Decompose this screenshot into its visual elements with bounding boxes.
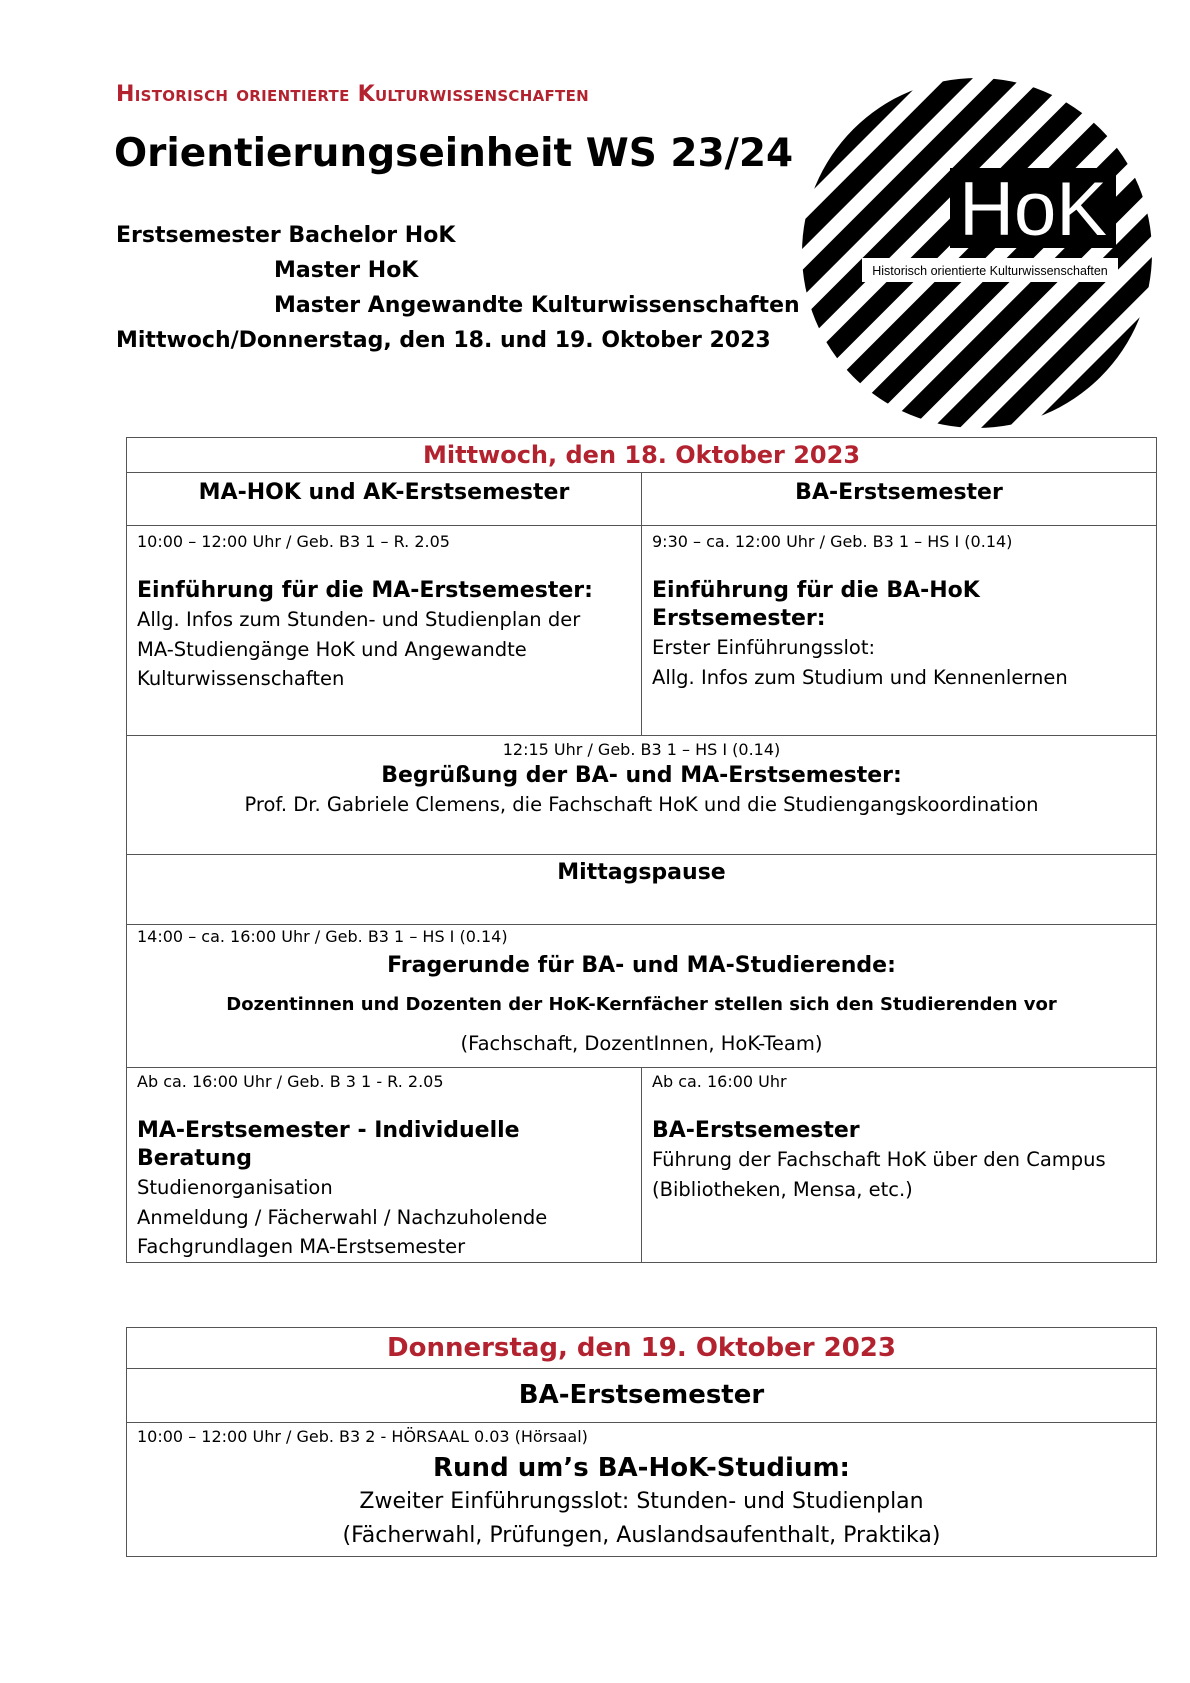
- column-header-ma: MA-HOK und AK-Erstsemester: [127, 473, 642, 526]
- page-title: Orientierungseinheit WS 23/24: [114, 131, 794, 176]
- striped-circle-icon: [802, 78, 1152, 428]
- audience-master-ak: Master Angewandte Kulturwissenschaften: [274, 293, 800, 318]
- thursday-session-cell: [127, 1423, 1157, 1557]
- audience-bachelor: Erstsemester Bachelor HoK: [116, 223, 456, 248]
- logo-mark: HoK: [959, 167, 1107, 252]
- column-header-ba: BA-Erstsemester: [642, 473, 1157, 526]
- ma-consulting-heading: MA-Erstsemester - Individuelle Beratung: [137, 1118, 520, 1171]
- lunch-break: Mittagspause: [127, 855, 1157, 925]
- greeting-cell: [127, 736, 1157, 855]
- ba-tour-heading: BA-Erstsemester: [652, 1118, 860, 1143]
- ba-intro-text: Erster Einführungsslot: Allg. Infos zum Studium und Kennenlernen: [652, 636, 1068, 689]
- ba-tour-text: Führung der Fachschaft HoK über den Campus (Bibliotheken, Mensa, etc.): [652, 1148, 1106, 1201]
- department-kicker: Historisch orientierte Kulturwissenschaften: [116, 82, 589, 107]
- qa-time: 14:00 – ca. 16:00 Uhr / Geb. B3 1 – HS I (0.14): [137, 927, 508, 946]
- greeting-time: 12:15 Uhr / Geb. B3 1 – HS I (0.14): [502, 740, 781, 759]
- qa-note: (Fachschaft, DozentInnen, HoK-Team): [460, 1032, 823, 1055]
- thursday-time: 10:00 – 12:00 Uhr / Geb. B3 2 - HÖRSAAL 0.03 (Hörsaal): [137, 1427, 588, 1446]
- ma-consulting-time: Ab ca. 16:00 Uhr / Geb. B 3 1 - R. 2.05: [137, 1072, 444, 1091]
- ma-consulting-cell: [127, 1068, 642, 1263]
- date-line: Mittwoch/Donnerstag, den 18. und 19. Oktober 2023: [116, 328, 771, 353]
- ma-intro-text: Allg. Infos zum Stunden- und Studienplan der MA-Studiengänge HoK und Angewandte Kulturwissenschaften: [137, 608, 581, 690]
- wednesday-schedule: [126, 437, 1157, 1263]
- greeting-heading: Begrüßung der BA- und MA-Erstsemester:: [381, 763, 902, 788]
- logo-caption: Historisch orientierte Kulturwissenschaften: [872, 264, 1108, 278]
- day-header-wednesday: Mittwoch, den 18. Oktober 2023: [127, 438, 1157, 473]
- qa-heading: Fragerunde für BA- und MA-Studierende:: [387, 953, 896, 978]
- audience-master-hok: Master HoK: [274, 258, 419, 283]
- hok-logo: [802, 78, 1152, 428]
- ba-intro-time: 9:30 – ca. 12:00 Uhr / Geb. B3 1 – HS I (0.14): [652, 532, 1013, 551]
- day-header-thursday: Donnerstag, den 19. Oktober 2023: [127, 1328, 1157, 1369]
- ma-consulting-text: Studienorganisation Anmeldung / Fächerwahl / Nachzuholende Fachgrundlagen MA-Erstsemester: [137, 1176, 548, 1258]
- thursday-text: Zweiter Einführungsslot: Stunden- und Studienplan (Fächerwahl, Prüfungen, Auslandsaufenthalt, Praktika): [342, 1489, 941, 1548]
- ma-intro-heading: Einführung für die MA-Erstsemester:: [137, 578, 593, 603]
- thursday-group-header: BA-Erstsemester: [127, 1369, 1157, 1423]
- ma-intro-cell: [127, 526, 642, 736]
- ba-tour-time: Ab ca. 16:00 Uhr: [652, 1072, 787, 1091]
- qa-subheading: Dozentinnen und Dozenten der HoK-Kernfächer stellen sich den Studierenden vor: [226, 994, 1057, 1015]
- ba-intro-heading: Einführung für die BA-HoK Erstsemester:: [652, 578, 980, 631]
- thursday-heading: Rund um’s BA-HoK-Studium:: [433, 1453, 850, 1483]
- ba-tour-cell: [642, 1068, 1157, 1263]
- qa-cell: [127, 925, 1157, 1068]
- thursday-schedule: [126, 1327, 1157, 1557]
- ba-intro-cell: [642, 526, 1157, 736]
- greeting-text: Prof. Dr. Gabriele Clemens, die Fachschaft HoK und die Studiengangskoordination: [244, 793, 1039, 816]
- ma-intro-time: 10:00 – 12:00 Uhr / Geb. B3 1 – R. 2.05: [137, 532, 450, 551]
